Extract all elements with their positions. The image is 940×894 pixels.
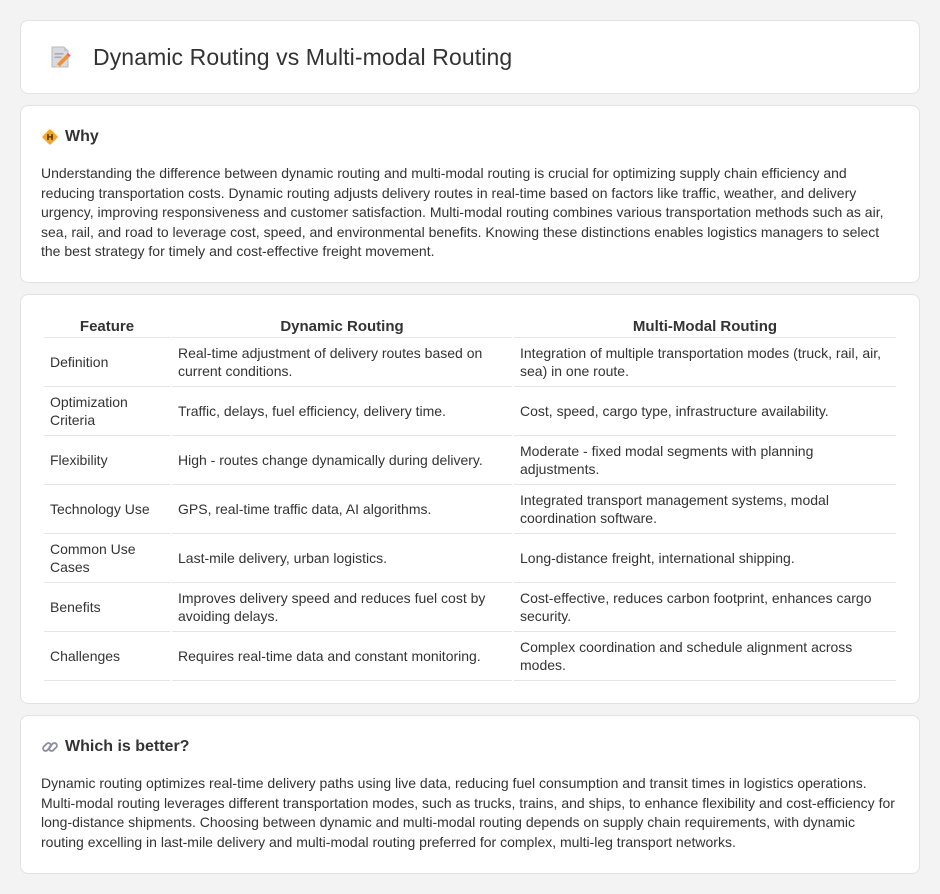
dynamic-cell: Requires real-time data and constant monitoring. — [172, 632, 512, 681]
table-row — [44, 534, 896, 583]
feature-cell: Challenges — [44, 632, 170, 681]
feature-cell: Benefits — [44, 583, 170, 632]
table-row — [44, 436, 896, 485]
document-pencil-icon — [47, 44, 73, 70]
feature-cell: Common Use Cases — [44, 534, 170, 583]
header-dynamic-routing: Dynamic Routing — [172, 314, 512, 338]
page-title: Dynamic Routing vs Multi-modal Routing — [93, 43, 513, 70]
multimodal-cell: Integration of multiple transportation modes (truck, rail, air, sea) in one route. — [514, 338, 896, 387]
multimodal-cell: Integrated transport management systems, modal coordination software. — [514, 485, 896, 534]
which-is-better-section — [20, 715, 920, 874]
title-card — [20, 20, 920, 94]
multimodal-cell: Complex coordination and schedule alignment across modes. — [514, 632, 896, 681]
table-row — [44, 338, 896, 387]
multimodal-cell: Cost-effective, reduces carbon footprint, enhances cargo security. — [514, 583, 896, 632]
dynamic-cell: Last-mile delivery, urban logistics. — [172, 534, 512, 583]
multimodal-cell: Long-distance freight, international shipping. — [514, 534, 896, 583]
table-row — [44, 632, 896, 681]
table-row — [44, 485, 896, 534]
comparison-table — [42, 314, 898, 681]
better-heading: Which is better? — [65, 738, 190, 755]
table-row — [44, 387, 896, 436]
better-text: Dynamic routing optimizes real-time delivery paths using live data, reducing fuel consumption and transit times in logistics operations. Multi-modal routing leverages different transportation modes, such as trucks, trains, and ships, to enhance flexibility and cost-efficiency for long-distance shipments. Choosing between dynamic and multi-modal routing depends on supply chain requirements, with dynamic routing excelling in last-mile delivery and multi-modal routing preferred for complex, multi-leg transport networks. — [41, 775, 895, 850]
table-row — [44, 583, 896, 632]
table-header-row — [44, 314, 896, 338]
why-text: Understanding the difference between dynamic routing and multi-modal routing is crucial for optimizing supply chain efficiency and reducing transportation costs. Dynamic routing adjusts delivery routes in real-time based on factors like traffic, weather, and delivery urgency, improving responsiveness and customer satisfaction. Multi-modal routing combines various transportation methods such as air, sea, rail, and road to leverage cost, speed, and environmental benefits. Knowing these distinctions enables logistics managers to select the best strategy for timely and cost-effective freight movement. — [41, 165, 884, 260]
header-feature: Feature — [44, 314, 170, 338]
feature-cell: Definition — [44, 338, 170, 387]
comparison-table-card — [20, 294, 920, 704]
why-heading: Why — [65, 128, 99, 145]
dynamic-cell: GPS, real-time traffic data, AI algorithms. — [172, 485, 512, 534]
multimodal-cell: Cost, speed, cargo type, infrastructure availability. — [514, 387, 896, 436]
feature-cell: Technology Use — [44, 485, 170, 534]
feature-cell: Flexibility — [44, 436, 170, 485]
dynamic-cell: Real-time adjustment of delivery routes based on current conditions. — [172, 338, 512, 387]
why-section — [20, 105, 920, 283]
feature-cell: Optimization Criteria — [44, 387, 170, 436]
diamond-sign-icon — [41, 128, 59, 146]
link-icon — [41, 738, 59, 756]
header-multi-modal-routing: Multi-Modal Routing — [514, 314, 896, 338]
dynamic-cell: High - routes change dynamically during delivery. — [172, 436, 512, 485]
dynamic-cell: Traffic, delays, fuel efficiency, delivery time. — [172, 387, 512, 436]
dynamic-cell: Improves delivery speed and reduces fuel cost by avoiding delays. — [172, 583, 512, 632]
multimodal-cell: Moderate - fixed modal segments with planning adjustments. — [514, 436, 896, 485]
